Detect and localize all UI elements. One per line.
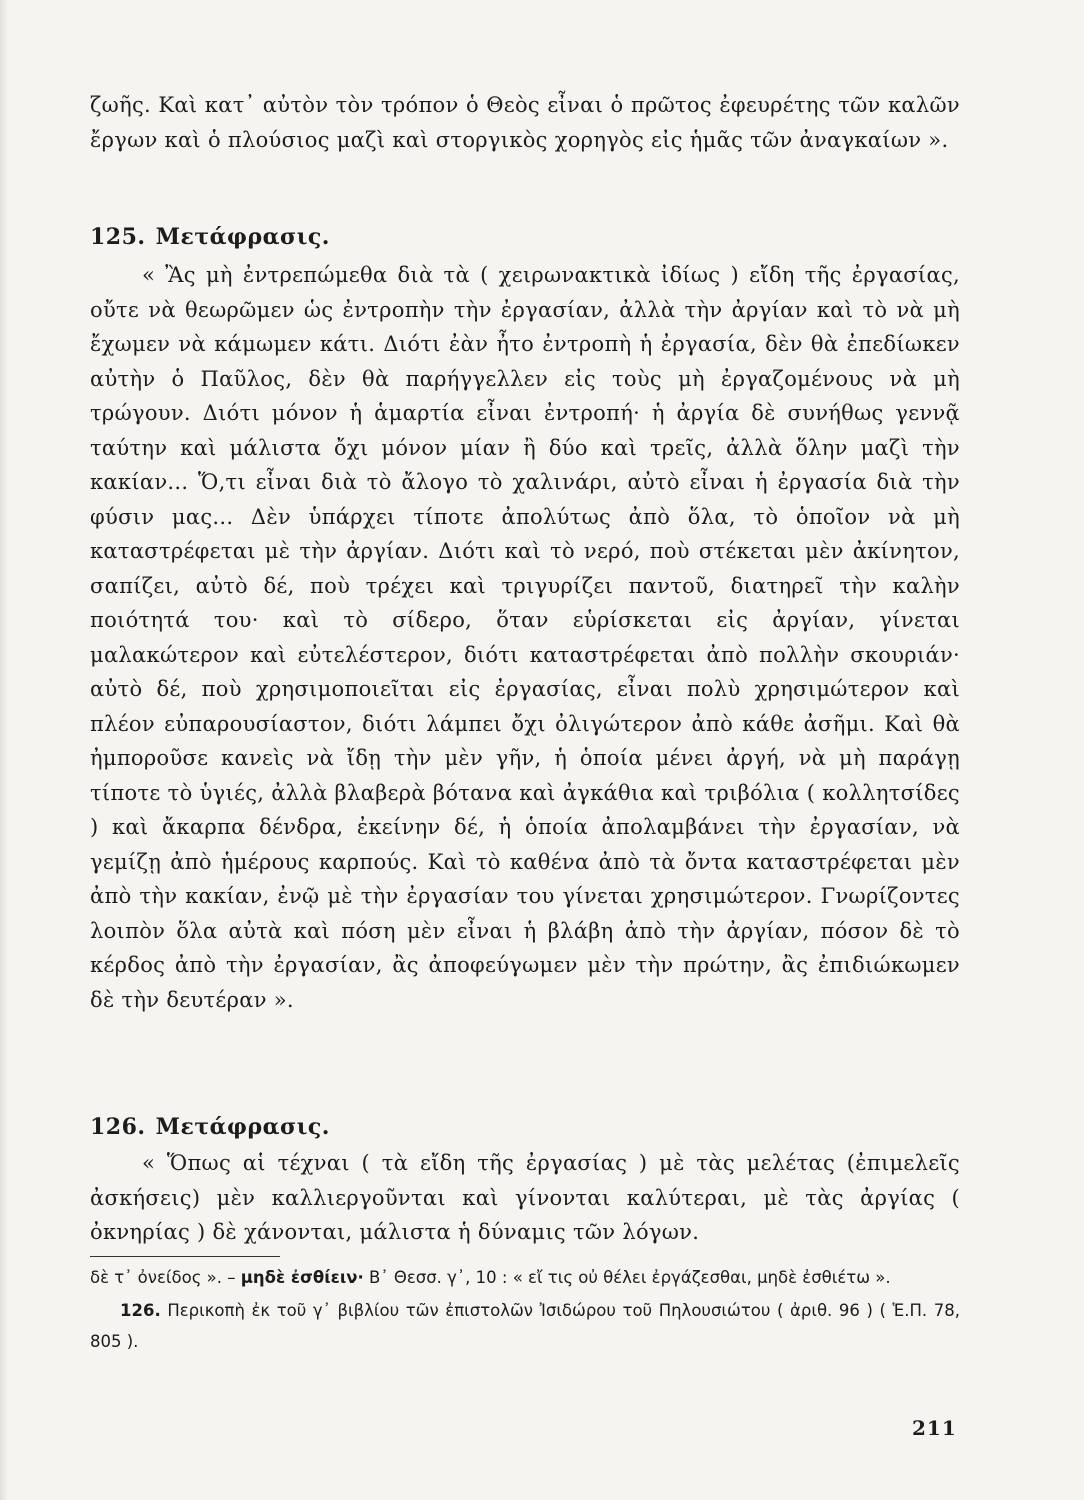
section-126-body (90, 1146, 960, 1250)
footnote-1 (90, 1262, 960, 1293)
section-126-number: 126. (90, 1114, 146, 1140)
section-125-title: Μετάφρασις. (155, 224, 330, 250)
section-125-text: « Ἂς μὴ ἐντρεπώμεθα διὰ τὰ ( χειρωνακτικὰ ἰδίως ) εἴδη τῆς ἐργασίας, οὔτε νὰ θεωρῶμεν ὡς ἐντροπὴν τὴν ἐργασίαν, ἀλλὰ τὴν ἀργίαν καὶ τὸ νὰ μὴ ἔχωμεν νὰ κάμωμεν κάτι. Διότι ἐὰν ἦτο ἐντροπὴ ἡ ἐργασία, δὲν θὰ ἐπεδίωκεν αὐτὴν ὁ Παῦλος, δὲν θὰ παρήγγελλεν εἰς τοὺς μὴ ἐργαζομένους νὰ μὴ τρώγουν. Διότι μόνον ἡ ἁμαρτία εἶναι ἐντροπή· ἡ ἀργία δὲ συνήθως γεννᾷ ταύτην καὶ μάλιστα ὄχι μόνον μίαν ἢ δύο καὶ τρεῖς, ἀλλὰ ὅλην μαζὶ τὴν κακίαν... Ὅ,τι εἶναι διὰ τὸ ἄλογο τὸ χαλινάρι, αὐτὸ εἶναι ἡ ἐργασία διὰ τὴν φύσιν μας... Δὲν ὑπάρχει τίποτε ἀπολύτως ἀπὸ ὅλα, τὸ ὁποῖον νὰ μὴ καταστρέφεται μὲ τὴν ἀργίαν. Διότι καὶ τὸ νερό, ποὺ στέκεται μὲν ἀκίνητον, σαπίζει, αὐτὸ δέ, ποὺ τρέχει καὶ τριγυρίζει παντοῦ, διατηρεῖ τὴν καλὴν ποιότητά του· καὶ τὸ σίδερο, ὅταν εὑρίσκεται εἰς ἀργίαν, γίνεται μαλακώτερον καὶ εὐτελέστερον, διότι καταστρέφεται ἀπὸ πολλὴν σκουριάν· αὐτὸ δέ, ποὺ χρησιμοποιεῖται εἰς ἐργασίας, εἶναι πολὺ χρησιμώτερον καὶ πλέον εὐπαρουσίαστον, διότι λάμπει ὄχι ὀλιγώτερον ἀπὸ κάθε ἀσῆμι. Καὶ θὰ ἠμποροῦσε κανεὶς νὰ ἴδῃ τὴν μὲν γῆν, ἡ ὁποία μένει ἀργή, νὰ μὴ παράγῃ τίποτε τὸ ὑγιές, ἀλλὰ βλαβερὰ βότανα καὶ ἀγκάθια καὶ τριβόλια ( κολλητσίδες ) καὶ ἄκαρπα δένδρα, ἐκείνην δέ, ἡ ὁποία ἀπολαμβάνει τὴν ἐργασίαν, νὰ γεμίζῃ ἀπὸ ἡμέρους καρπούς. Καὶ τὸ καθένα ἀπὸ τὰ ὄντα καταστρέφεται μὲν ἀπὸ τὴν κακίαν, ἐνῷ μὲ τὴν ἐργασίαν του γίνεται χρησιμώτερον. Γνωρίζοντες λοιπὸν ὅλα αὐτὰ καὶ πόση μὲν εἶναι ἡ βλάβη ἀπὸ τὴν ἀργίαν, πόσον δὲ τὸ κέρδος ἀπὸ τὴν ἐργασίαν, ἂς ἀποφεύγωμεν μὲν τὴν πρώτην, ἂς ἐπιδιώκωμεν δὲ τὴν δευτέραν ». (90, 263, 960, 1012)
intro-paragraph (90, 88, 960, 157)
section-125-body (90, 258, 960, 1017)
footnotes (90, 1262, 960, 1357)
footnote-2-number: 126. (120, 1301, 161, 1320)
section-126-heading (90, 1114, 330, 1140)
footnote-1-rest: Β᾽ Θεσσ. γ᾽, 10 : « εἴ τις οὐ θέλει ἐργάζεσθαι, μηδὲ ἐσθιέτω ». (369, 1268, 891, 1287)
footnote-2 (90, 1295, 960, 1357)
page-number: 211 (912, 1416, 957, 1440)
footnote-1-start: δὲ τ᾽ ὀνείδος ». – (90, 1268, 236, 1287)
section-125-number: 125. (90, 224, 146, 250)
section-125-heading (90, 224, 330, 250)
footnote-2-text: Περικοπὴ ἐκ τοῦ γ᾽ βιβλίου τῶν ἐπιστολῶν Ἰσιδώρου τοῦ Πηλουσιώτου ( ἀριθ. 96 ) ( Ἑ.Π. 78, 805 ). (90, 1301, 960, 1351)
footnote-1-bold: μηδὲ ἐσθίειν· (240, 1268, 364, 1287)
section-126-text: « Ὅπως αἱ τέχναι ( τὰ εἴδη τῆς ἐργασίας ) μὲ τὰς μελέτας (ἐπιμελεῖς ἀσκήσεις) μὲν καλλιεργοῦνται καὶ γίνονται καλύτεραι, μὲ τὰς ἀργίας ( ὀκνηρίας ) δὲ χάνονται, μάλιστα ἡ δύναμις τῶν λόγων. (90, 1151, 960, 1244)
page-edge-shadow (0, 0, 8, 1500)
footnote-divider (90, 1256, 280, 1257)
intro-text: ζωῆς. Καὶ κατ᾽ αὐτὸν τὸν τρόπον ὁ Θεὸς εἶναι ὁ πρῶτος ἐφευρέτης τῶν καλῶν ἔργων καὶ ὁ πλούσιος μαζὶ καὶ στοργικὸς χορηγὸς εἰς ἡμᾶς τῶν ἀναγκαίων ». (90, 93, 960, 152)
section-126-title: Μετάφρασις. (155, 1114, 330, 1140)
